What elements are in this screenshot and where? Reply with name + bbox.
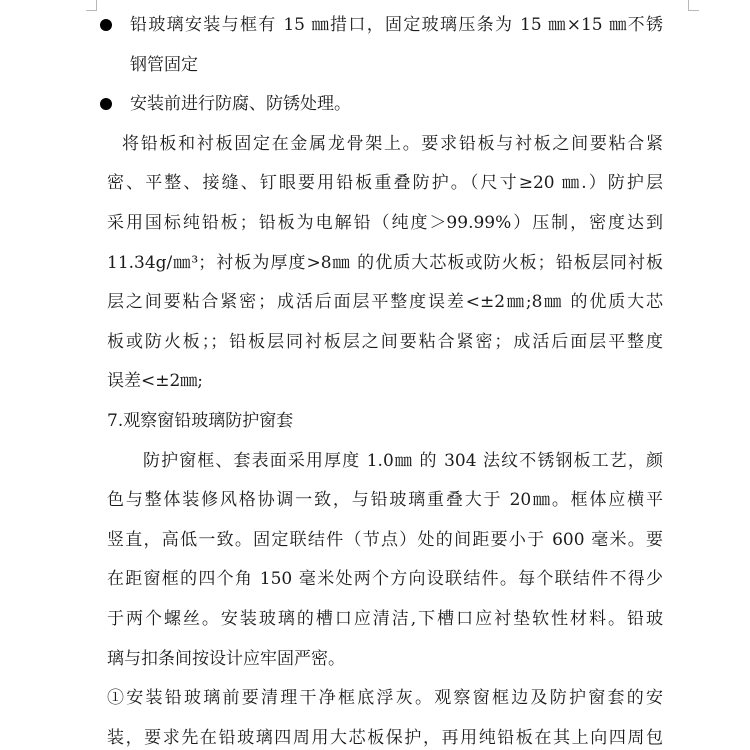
- text-line: 在距窗框的四个角 150 毫米处两个方向设联结件。每个联结件不得少: [107, 569, 663, 590]
- page-corner-mark-right: [688, 0, 689, 10]
- text-line: 防护窗框、套表面采用厚度 1.0㎜ 的 304 法纹不锈钢板工艺，颜: [143, 450, 663, 471]
- page-corner-mark-left-h: [86, 10, 97, 11]
- text-line: 误差<±2㎜;: [107, 371, 204, 392]
- bullet-icon: [100, 98, 112, 110]
- text-line: 11.34g/㎜³；衬板为厚度>8㎜ 的优质大芯板或防火板；铅板层同衬板: [107, 252, 663, 273]
- text-line: 采用国标纯铅板；铅板为电解铅（纯度＞99.99%）压制，密度达到: [107, 213, 663, 233]
- text-line: 铅玻璃安装与框有 15 ㎜措口，固定玻璃压条为 15 ㎜×15 ㎜不锈: [130, 15, 663, 35]
- bullet-icon: [100, 19, 112, 31]
- text-line: ①安装铅玻璃前要清理干净框底浮灰。观察窗框边及防护窗套的安: [107, 688, 663, 709]
- text-line: 色与整体装修风格协调一致，与铅玻璃重叠大于 20㎜。框体应横平: [107, 490, 663, 511]
- text-line: 板或防火板；；铅板层同衬板层之间要粘合紧密；成活后面层平整度: [107, 331, 663, 352]
- text-line: 层之间要粘合紧密；成活后面层平整度误差<±2㎜;8㎜ 的优质大芯: [107, 292, 663, 313]
- text-line: 密、平整、接缝、钉眼要用铅板重叠防护。（尺寸≥20 ㎜.）防护层: [107, 173, 663, 194]
- text-line: 竖直，高低一致。固定联结件（节点）处的间距要小于 600 毫米。要: [107, 529, 663, 550]
- text-line: 钢管固定: [130, 54, 198, 75]
- text-line: 璃与扣条间按设计应牢固严密。: [107, 648, 345, 669]
- text-line: 将铅板和衬板固定在金属龙骨架上。要求铅板与衬板之间要粘合紧: [122, 133, 663, 154]
- text-line: 7.观察窗铅玻璃防护窗套: [107, 411, 294, 431]
- text-line: 装，要求先在铅玻璃四周用大芯板保护，再用纯铅板在其上向四周包: [107, 727, 663, 748]
- text-line: 安装前进行防腐、防锈处理。: [130, 94, 351, 115]
- page-corner-mark-right-h: [688, 10, 699, 11]
- text-line: 于两个螺丝。安装玻璃的槽口应清洁,下槽口应衬垫软性材料。铅玻: [107, 609, 663, 629]
- page-corner-mark-left: [96, 0, 97, 10]
